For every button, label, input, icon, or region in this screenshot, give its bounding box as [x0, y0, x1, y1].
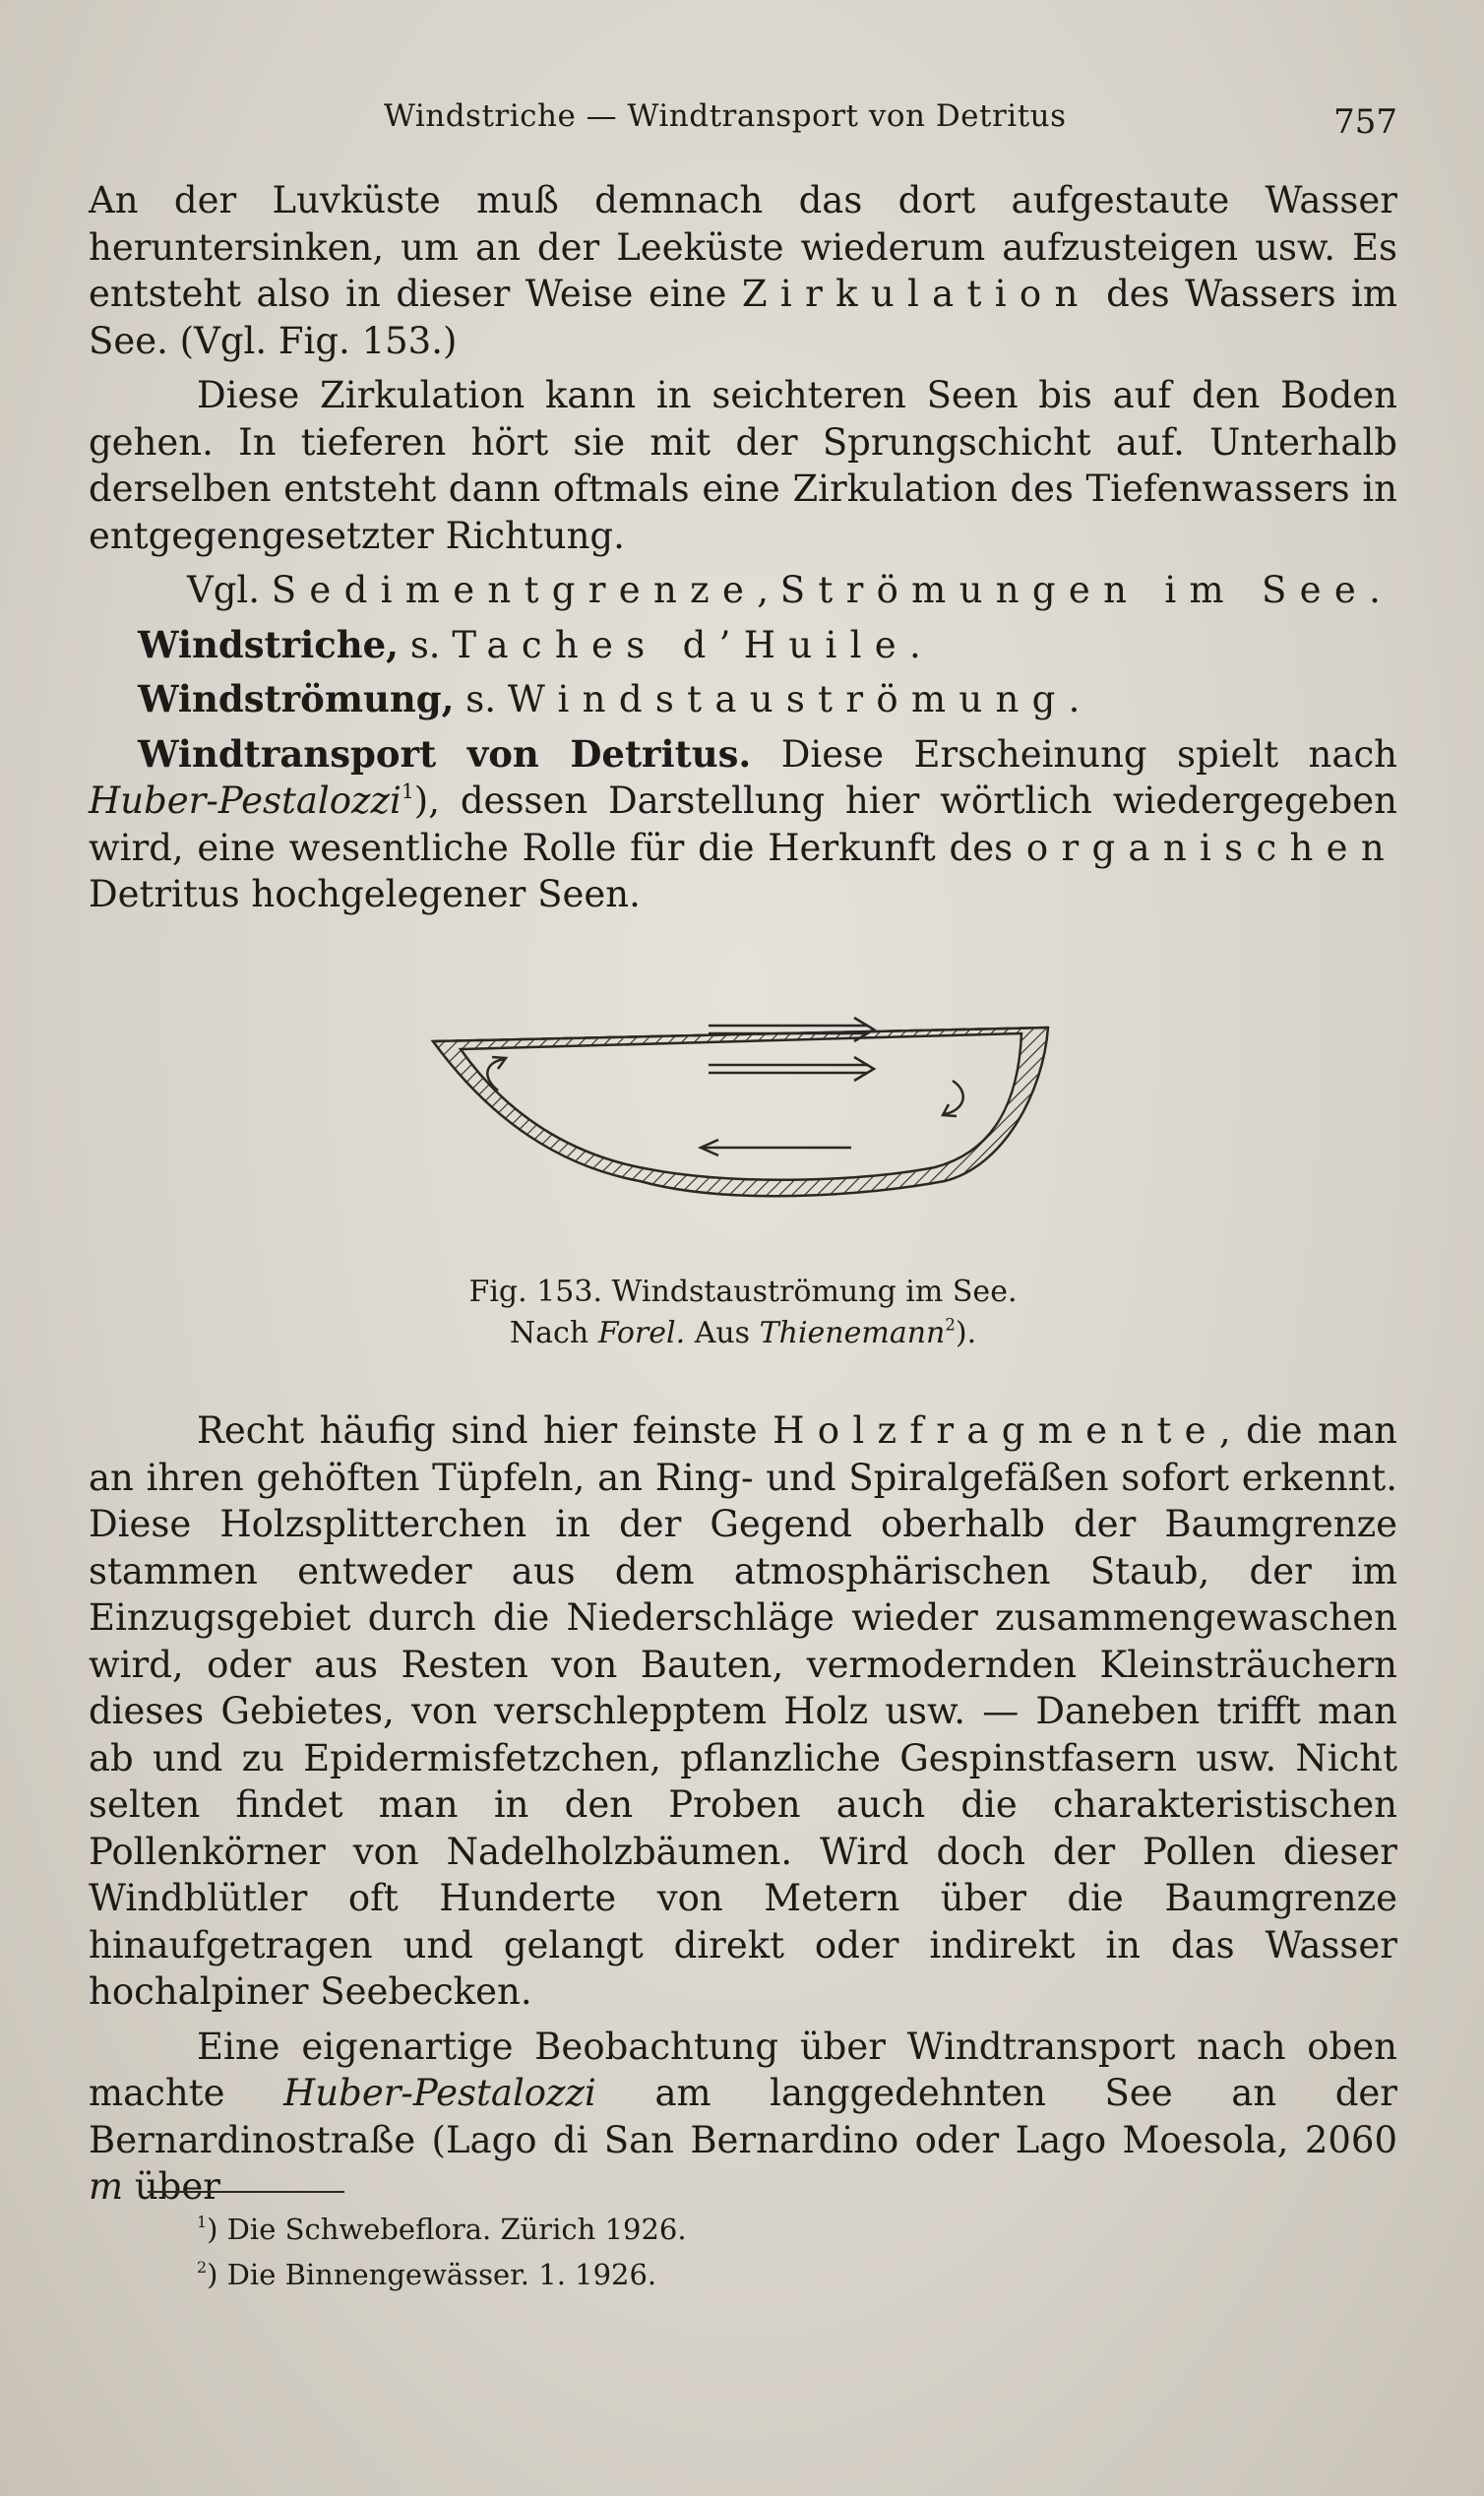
paragraph-4: Eine eigenartige Beobachtung über Windtransport nach oben machte Huber-Pestalozzi am langgedehnten See an der Bernardinostraße (Lago di San Bernardino oder Lago Moesola, 2060 m über: [89, 2025, 1397, 2208]
page-header: [89, 93, 1397, 152]
paragraph-2: Diese Zirkulation kann in seichteren Seen bis auf den Boden gehen. In tieferen hört sie mit der Sprungschicht auf. Unterhalb derselben entsteht dann oftmals eine Zirkulation des Tiefenwassers in entgegengesetzter Richtung.: [89, 374, 1397, 557]
caption-line-2: Nach Forel. Aus Thienemann$^2$).: [509, 1315, 977, 1350]
entry-windstroemung: Windströmung, s. Windstauströmung.: [138, 677, 1081, 720]
entry-term: Windtransport von Detritus.: [138, 731, 752, 776]
lake-bed-hatched: [433, 1028, 1048, 1196]
footnote-1: $^1$) Die Schwebeflora. Zürich 1926.: [197, 2213, 687, 2246]
caption-line-1: Fig. 153. Windstauströmung im See.: [468, 1275, 1018, 1309]
page-number: 757: [1333, 102, 1397, 142]
spaced-term: Holzfragmente: [773, 1409, 1219, 1452]
entry-ref: Windstauströmung: [507, 678, 1069, 720]
footnote-mark: 2: [945, 1315, 956, 1335]
figure-caption: [89, 1272, 1397, 1354]
see-also-line: Vgl. Sedimentgrenze, Strömungen im See.: [187, 569, 1381, 611]
unit: m: [89, 2165, 124, 2208]
paragraph-3: Recht häufig sind hier feinste Holzfragmente, die man an ihren gehöften Tüpfeln, an Ring- und Spiralgefäßen sofort erkennt. Diese Holzsplitterchen in der Gegend oberhalb der Baumgrenze stammen entweder aus dem atmosphärischen Staub, der im Einzugsgebiet durch die Niederschläge wieder zusammengewaschen wird, oder aus Resten von Bauten, vermodernden Kleinsträuchern dieses Gebietes, von verschlepptem Holz usw. — Daneben trifft man ab und zu Epidermisfetzchen, pflanzliche Gespinstfasern usw. Nicht selten findet man in den Proben auch die charakteristischen Pollenkörner von Nadelholzbäumen. Wird doch der Pollen dieser Windblütler oft Hunderte von Metern über die Baumgrenze hinaufgetragen und gelangt direkt oder indirekt in das Wasser hochalpiner Seebecken.: [89, 1409, 1397, 2013]
entry-term: Windstriche,: [138, 622, 400, 666]
footnote-mark: 1: [401, 779, 414, 803]
figure-153-diagram: [413, 984, 1122, 1260]
footnote-2: $^2$) Die Binnengewässer. 1. 1926.: [197, 2258, 657, 2291]
body-text-bottom: [89, 1407, 1397, 2211]
spaced-term: Zirkulation: [741, 273, 1091, 315]
spaced-term: organischen: [1025, 826, 1397, 869]
author-name: Huber-Pestalozzi: [89, 780, 402, 822]
paragraph-1: An der Luvküste muß demnach das dort aufgestaute Wasser heruntersinken, um an der Leeküste wiederum aufzusteigen usw. Es entsteht also in dieser Weise eine Zirkulation des Wassers im See. (Vgl. Fig. 153.): [89, 179, 1397, 362]
author-name: Huber-Pestalozzi: [283, 2072, 596, 2114]
sinking-arrow-right: [943, 1081, 963, 1116]
footnotes: [197, 2207, 687, 2297]
entry-windtransport: Windtransport von Detritus. Diese Erscheinung spielt nach Huber-Pestalozzi$^1$), dessen Darstellung hier wörtlich wiedergegeben wird, eine wesentliche Rolle für die Herkunft des organischen Detritus hochgelegener Seen.: [89, 731, 1397, 915]
entry-term: Windströmung,: [138, 677, 455, 720]
lake-cross-section-diagram: [413, 984, 1122, 1260]
footnote-rule: [148, 2191, 344, 2193]
body-text-top: [89, 177, 1397, 918]
deep-return-arrow: [701, 1140, 851, 1155]
see-also-ref-1: Sedimentgrenze: [271, 569, 758, 611]
see-also-ref-2: Strömungen im See: [779, 569, 1370, 611]
wind-arrow-lower: [709, 1057, 874, 1081]
entry-windstriche: Windstriche, s. Taches d’Huile.: [138, 622, 921, 666]
entry-ref: Taches d’Huile: [452, 623, 909, 666]
running-head: Windstriche — Windtransport von Detritus: [384, 98, 1067, 134]
